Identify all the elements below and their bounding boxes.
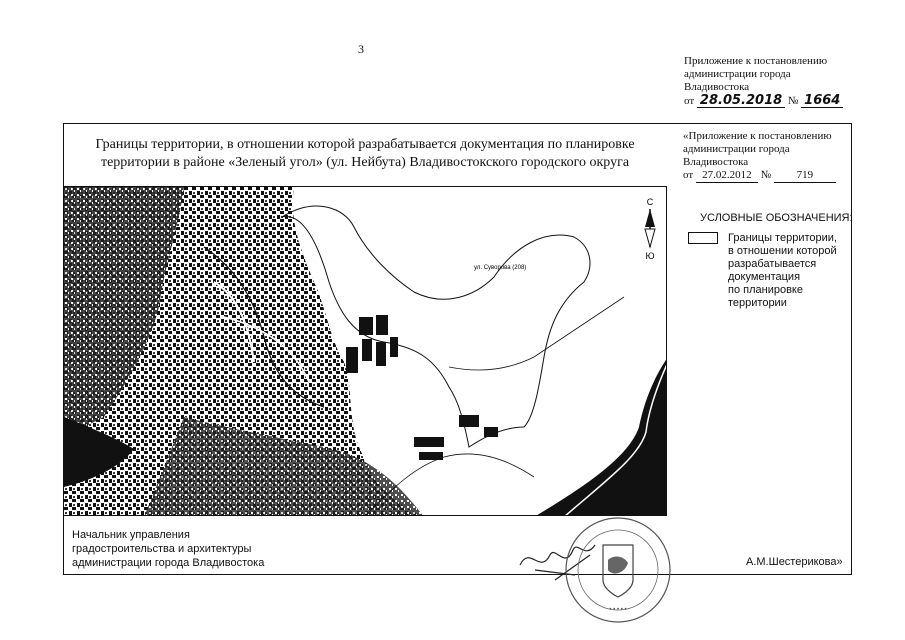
legend-label-line: территории — [728, 297, 787, 309]
map-graphic — [64, 187, 667, 516]
appendix-original-line: администрации города — [683, 143, 790, 155]
legend-label-line: в отношении которой — [728, 245, 837, 257]
handwritten-date: 28.05.2018 — [697, 94, 785, 108]
appendix-original-line: «Приложение к постановлению — [683, 130, 832, 142]
page-number: 3 — [358, 42, 364, 56]
appendix-original-line: Владивостока — [683, 156, 749, 168]
appendix-original-header — [683, 130, 853, 183]
map-title-line: территории в районе «Зеленый угол» (ул. Нейбута) Владивостокского городского округа — [100, 155, 630, 170]
appendix-current-line: Владивостока — [684, 81, 750, 93]
signatory-position-line: градостроительства и архитектуры — [72, 543, 252, 555]
number-label: № — [787, 95, 799, 107]
map-title — [70, 136, 660, 172]
legend-label-line: документация — [728, 271, 801, 283]
signatory-name: А.М.Шестерикова» — [746, 556, 843, 568]
from-label: от — [683, 169, 694, 181]
compass-south-label: Ю — [645, 251, 655, 261]
handwritten-number: 1664 — [801, 94, 843, 108]
svg-text:• • • • •: • • • • • — [609, 607, 627, 613]
legend-title: УСЛОВНЫЕ ОБОЗНАЧЕНИЯ: — [700, 212, 853, 224]
legend-label-line: разрабатывается — [728, 258, 817, 270]
legend-label-line: Границы территории, — [728, 232, 837, 244]
legend-boundary-label — [728, 232, 848, 310]
street-label: ул. Суворова (208) — [474, 265, 527, 271]
appendix-current-header — [684, 55, 884, 108]
official-seal-stamp — [563, 515, 673, 625]
from-label: от — [684, 95, 695, 107]
compass-north-label: С — [646, 197, 654, 207]
legend-boundary-swatch — [688, 232, 718, 244]
signatory-position-line: администрации города Владивостока — [72, 557, 265, 569]
map-title-line: Границы территории, в отношении которой разрабатывается документация по планировке — [95, 137, 635, 152]
appendix-current-line: Приложение к постановлению — [684, 55, 828, 67]
original-number: 719 — [774, 169, 836, 183]
appendix-current-date-row — [684, 94, 884, 108]
original-date: 27.02.2012 — [696, 169, 758, 183]
territory-map — [63, 186, 667, 516]
compass-icon — [645, 209, 655, 247]
signatory-position — [72, 528, 264, 570]
appendix-current-line: администрации города — [684, 68, 791, 80]
legend-label-line: по планировке — [728, 284, 803, 296]
number-label: № — [760, 169, 772, 181]
signatory-position-line: Начальник управления — [72, 529, 190, 541]
appendix-original-date-row — [683, 169, 853, 183]
